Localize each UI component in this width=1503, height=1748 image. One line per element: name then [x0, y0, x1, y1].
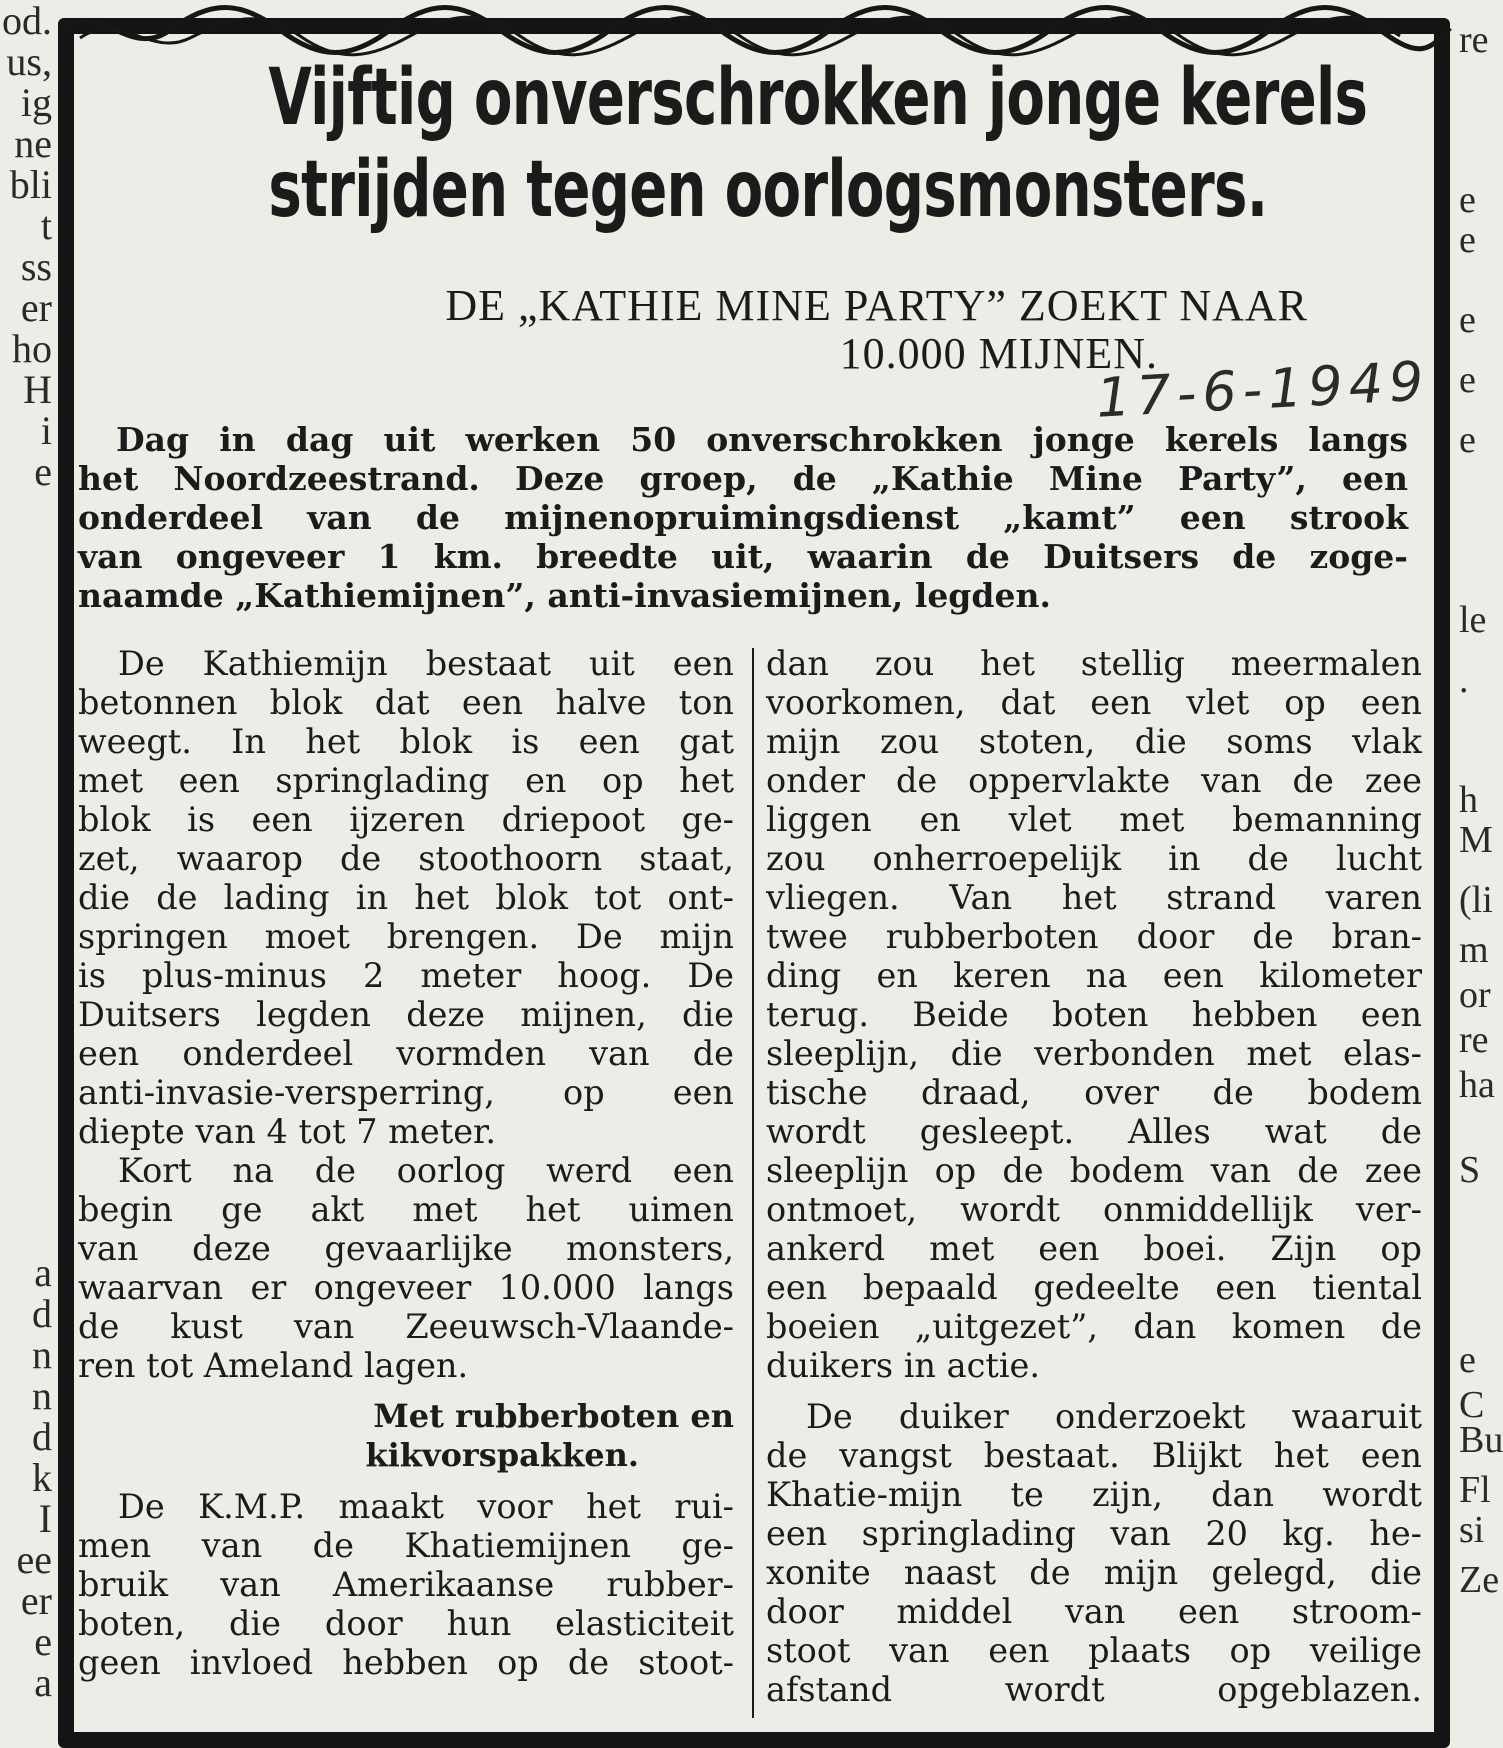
lead-line: naamde „Kathiemijnen”, anti-invasiemijnen, legden.: [78, 576, 1051, 615]
text-line: tische draad, over de bodem: [766, 1073, 1422, 1112]
right-column: [766, 644, 1422, 1709]
text-line: begin ge akt met het uimen: [78, 1190, 734, 1229]
text-line: liggen en vlet met bemanning: [766, 800, 1422, 839]
margin-fragment: h: [1459, 779, 1478, 821]
text-line: de vangst bestaat. Blijkt het een: [766, 1436, 1422, 1475]
text-line: twee rubberboten door de bran-: [766, 917, 1422, 956]
margin-fragment: t: [40, 203, 52, 248]
text-line: Kort na de oorlog werd een: [118, 1151, 734, 1190]
text-line: duikers in actie.: [766, 1346, 1041, 1385]
handwritten-date: 17-6-1949: [1094, 349, 1431, 430]
margin-fragment: si: [1459, 1509, 1485, 1551]
margin-fragment: Bu: [1459, 1419, 1503, 1461]
left-column: [78, 644, 734, 1682]
margin-fragment: S: [1459, 1149, 1481, 1191]
text-line: blok is een ijzeren driepoot ge-: [78, 800, 734, 839]
margin-fragment: re: [1459, 1019, 1489, 1061]
margin-fragment: od.: [2, 0, 52, 43]
text-line: men van de Khatiemijnen ge-: [78, 1526, 734, 1565]
text-line: afstand wordt opgeblazen.: [766, 1670, 1422, 1709]
left-column-paragraph-2: [78, 1151, 734, 1385]
text-line: ren tot Ameland lagen.: [78, 1346, 469, 1385]
text-line: mijn zou stoten, die soms vlak: [766, 722, 1422, 761]
text-line: waarvan er ongeveer 10.000 langs: [78, 1268, 734, 1307]
margin-fragment: le: [1459, 599, 1487, 641]
subheadline-line-1: DE „KATHIE MINE PARTY” ZOEKT NAAR: [445, 281, 1308, 330]
margin-fragment: n: [32, 1373, 52, 1418]
margin-fragment: e: [34, 449, 52, 494]
text-line: een springlading van 20 kg. he-: [766, 1514, 1422, 1553]
text-line: ankerd met een boei. Zijn op: [766, 1229, 1422, 1268]
margin-fragment: us,: [6, 39, 52, 84]
text-line: ontmoet, wordt onmiddellijk ver-: [766, 1190, 1422, 1229]
lead-paragraph: [78, 420, 1408, 615]
text-line: van deze gevaarlijke monsters,: [78, 1229, 734, 1268]
text-line: boeien „uitgezet”, dan komen de: [766, 1307, 1422, 1346]
margin-fragment: er: [20, 1578, 52, 1623]
margin-fragment: e: [1459, 419, 1476, 461]
margin-fragment: .: [1459, 659, 1469, 701]
margin-fragment: d: [32, 1291, 52, 1336]
margin-fragment: ho: [12, 326, 52, 371]
text-line: geen invloed hebben op de stoot-: [78, 1643, 734, 1682]
text-line: voorkomen, dat een vlet op een: [766, 683, 1422, 722]
margin-fragment: ig: [20, 80, 52, 125]
left-column-paragraph-3: [78, 1487, 734, 1682]
margin-fragment: bli: [9, 162, 52, 207]
text-line: Khatie-mijn te zijn, dan wordt: [766, 1475, 1422, 1514]
text-line: een bepaald gedeelte een tiental: [766, 1268, 1422, 1307]
margin-fragment: ne: [14, 121, 52, 166]
lead-line: onderdeel van de mijnenopruimingsdienst „kamt” een strook: [78, 498, 1408, 537]
margin-fragment: d: [32, 1414, 52, 1459]
margin-fragment: e: [1459, 179, 1476, 221]
margin-fragment: k: [32, 1455, 52, 1500]
text-line: een onderdeel vormden van de: [78, 1034, 734, 1073]
headline-line-1: Vijftig onverschrokken jonge kerels: [268, 53, 1368, 143]
margin-fragment: n: [32, 1332, 52, 1377]
ink-scribble-decoration: [40, 0, 1460, 60]
right-column-paragraph-2: [766, 1397, 1422, 1709]
margin-fragment: re: [1459, 19, 1489, 61]
text-line: zou onherroepelijk in de lucht: [766, 839, 1422, 878]
text-line: De Kathiemijn bestaat uit een: [118, 644, 734, 683]
margin-fragment: e: [1459, 359, 1476, 401]
lead-line: het Noordzeestrand. Deze groep, de „Kathie Mine Party”, een: [78, 459, 1408, 498]
text-line: is plus-minus 2 meter hoog. De: [78, 956, 734, 995]
margin-fragment: e: [1459, 219, 1476, 261]
margin-fragment: ss: [20, 244, 52, 289]
text-line: de kust van Zeeuwsch-Vlaande-: [78, 1307, 734, 1346]
text-line: Duitsers legden deze mijnen, die: [78, 995, 734, 1034]
margin-fragment: e: [1459, 1339, 1476, 1381]
margin-fragment: or: [1459, 974, 1491, 1016]
margin-fragment: a: [34, 1660, 52, 1705]
text-line: diepte van 4 tot 7 meter.: [78, 1112, 497, 1151]
margin-fragment: (li: [1459, 879, 1493, 921]
text-line: sleeplijn op de bodem van de zee: [766, 1151, 1422, 1190]
margin-fragment: I: [38, 1496, 52, 1541]
text-line: terug. Beide boten hebben een: [766, 995, 1422, 1034]
text-line: onder de oppervlakte van de zee: [766, 761, 1422, 800]
margin-fragment: er: [20, 285, 52, 330]
text-line: anti-invasie-versperring, op een: [78, 1073, 734, 1112]
right-margin-fragments: [1455, 0, 1503, 1719]
lead-line: van ongeveer 1 km. breedte uit, waarin de Duitsers de zoge-: [78, 537, 1408, 576]
text-line: met een springlading en op het: [78, 761, 734, 800]
text-line: door middel van een stroom-: [766, 1592, 1422, 1631]
headline: [268, 52, 1368, 236]
margin-fragment: ee: [16, 1537, 52, 1582]
section-heading-line-2: kikvorspakken.: [365, 1436, 639, 1474]
text-line: stoot van een plaats op veilige: [766, 1631, 1422, 1670]
margin-fragment: e: [34, 1619, 52, 1664]
text-line: springen moet brengen. De mijn: [78, 917, 734, 956]
text-line: boten, die door hun elasticiteit: [78, 1604, 734, 1643]
margin-fragment: M: [1459, 819, 1493, 861]
margin-fragment: Ze: [1459, 1559, 1500, 1601]
text-line: ding en keren na een kilometer: [766, 956, 1422, 995]
text-line: die de lading in het blok tot ont-: [78, 878, 734, 917]
text-line: wordt gesleept. Alles wat de: [766, 1112, 1422, 1151]
text-line: zet, waarop de stoothoorn staat,: [78, 839, 734, 878]
headline-line-2: strijden tegen oorlogsmonsters.: [268, 145, 1268, 235]
text-line: betonnen blok dat een halve ton: [78, 683, 734, 722]
text-line: bruik van Amerikaanse rubber-: [78, 1565, 734, 1604]
text-line: weegt. In het blok is een gat: [78, 722, 734, 761]
margin-fragment: e: [1459, 299, 1476, 341]
text-line: xonite naast de mijn gelegd, die: [766, 1553, 1422, 1592]
margin-fragment: i: [40, 408, 52, 453]
text-line: De K.M.P. maakt voor het rui-: [118, 1487, 734, 1526]
section-heading-line-1: Met rubberboten en: [373, 1397, 734, 1435]
margin-fragment: a: [34, 1250, 52, 1295]
right-column-paragraph-1: [766, 644, 1422, 1385]
text-line: dan zou het stellig meermalen: [766, 644, 1422, 683]
newspaper-clipping: [78, 52, 1438, 1719]
text-line: vliegen. Van het strand varen: [766, 878, 1422, 917]
margin-fragment: ha: [1459, 1064, 1495, 1106]
subheadline-line-2: 10.000 MIJNEN.: [839, 329, 1158, 378]
margin-fragment: C: [1459, 1384, 1485, 1426]
left-margin-fragments: [0, 0, 56, 1719]
left-column-paragraph-1: [78, 644, 734, 1151]
column-divider: [752, 648, 754, 1718]
margin-fragment: H: [23, 367, 52, 412]
margin-fragment: m: [1459, 929, 1489, 971]
margin-fragment: Fl: [1459, 1469, 1491, 1511]
lead-line: Dag in dag uit werken 50 onverschrokken jonge kerels langs: [116, 420, 1408, 459]
text-line: De duiker onderzoekt waaruit: [806, 1397, 1422, 1436]
text-line: sleeplijn, die verbonden met elas-: [766, 1034, 1422, 1073]
